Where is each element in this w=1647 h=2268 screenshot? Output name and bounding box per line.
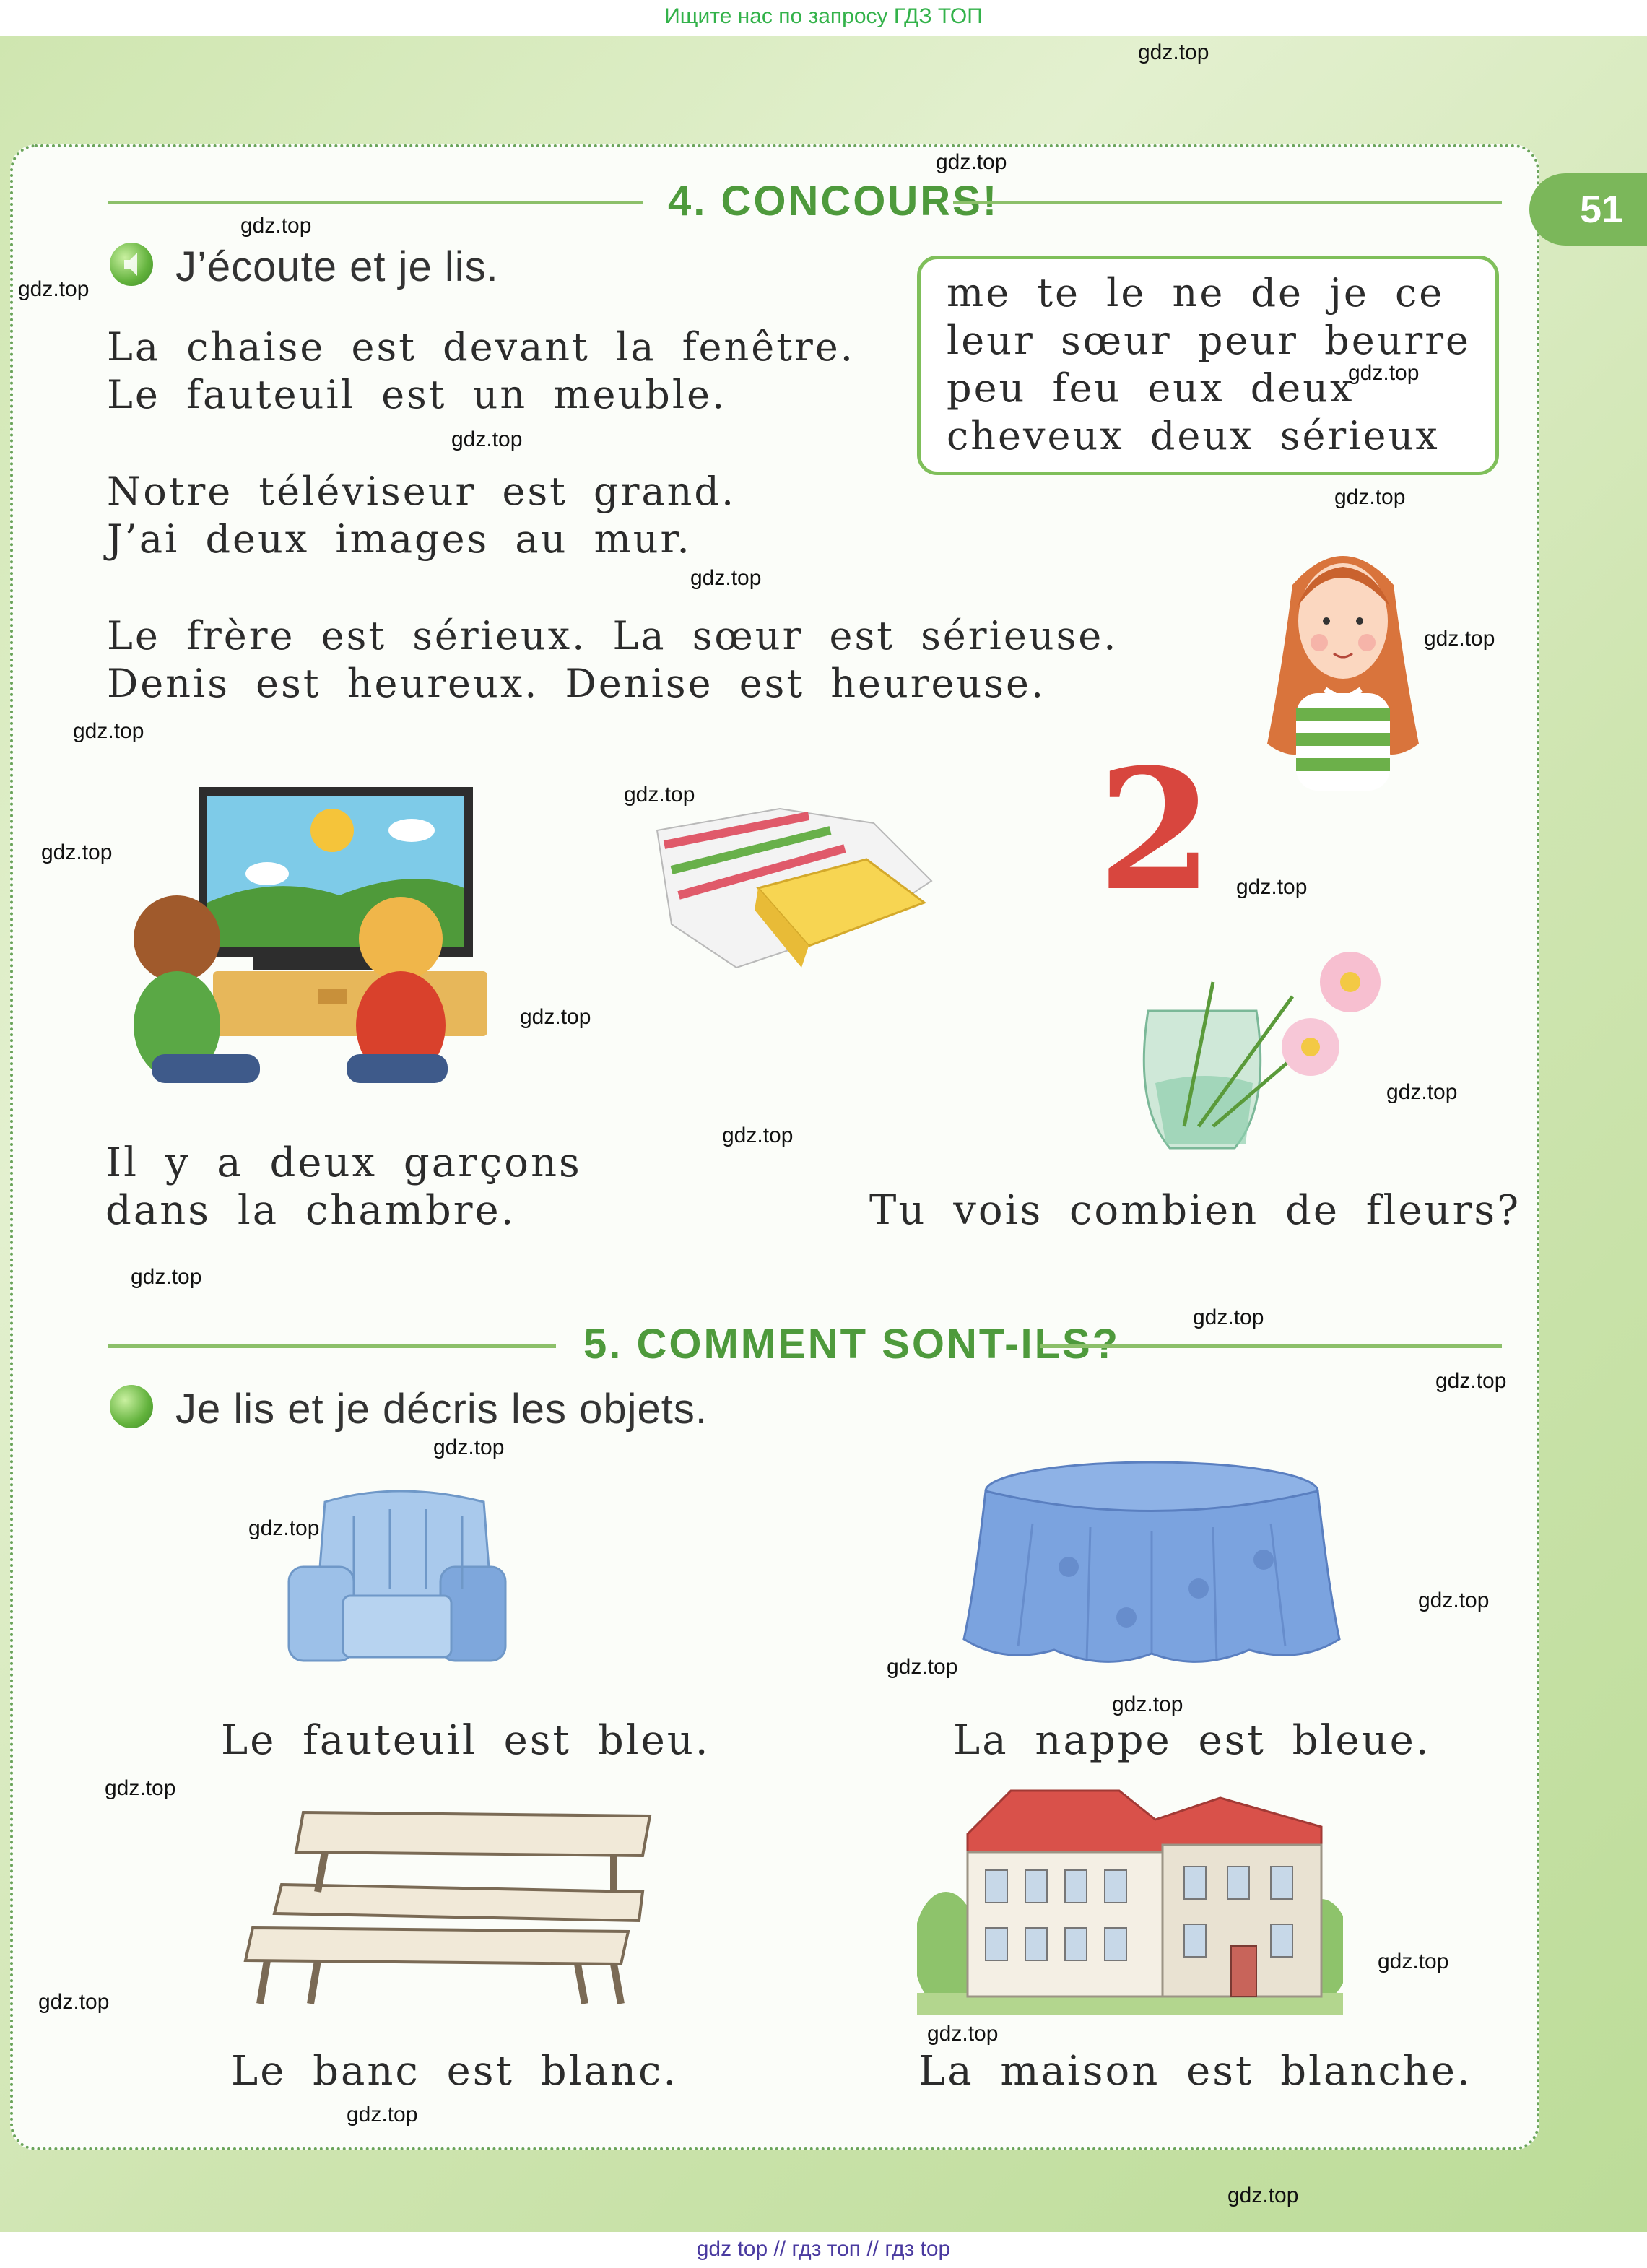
watermark: gdz.top [1227, 2184, 1299, 2207]
watermark: gdz.top [722, 1124, 794, 1147]
watermark: gdz.top [131, 1265, 202, 1289]
watermark: gdz.top [690, 566, 762, 590]
caption-left-line: dans la chambre. [105, 1187, 516, 1234]
watermark: gdz.top [38, 1990, 110, 2014]
watermark: gdz.top [927, 2022, 999, 2046]
reading-line: Denis est heureux. Denise est heureuse. [107, 661, 1046, 706]
watermark: gdz.top [1435, 1369, 1507, 1393]
watermark: gdz.top [1424, 627, 1495, 651]
watermark: gdz.top [936, 150, 1007, 174]
armchair-illustration [274, 1487, 520, 1668]
watermark: gdz.top [1334, 485, 1406, 509]
bottom-banner[interactable]: gdz top // гдз топ // гдз top [0, 2232, 1647, 2268]
watermark: gdz.top [1378, 1950, 1449, 1973]
word-box-line: leur sœur peur beurre [947, 318, 1472, 363]
section5-title: 5. COMMENT SONT-ILS? [583, 1321, 1121, 1368]
watermark: gdz.top [18, 277, 90, 301]
section4-title: 4. CONCOURS! [668, 178, 999, 225]
word-box-line: cheveux deux sérieux [947, 413, 1440, 459]
watermark: gdz.top [1193, 1305, 1264, 1329]
watermark: gdz.top [248, 1516, 320, 1540]
caption-tablecloth: La nappe est bleue. [953, 1717, 1431, 1764]
watermark: gdz.top [105, 1776, 176, 1800]
green-ball-icon [110, 1385, 153, 1428]
section4-instruction: J’écoute et je lis. [175, 243, 499, 290]
watermark: gdz.top [240, 214, 312, 238]
reading-line: Notre téléviseur est grand. [107, 469, 736, 514]
watermark: gdz.top [887, 1655, 958, 1679]
heading-rule-left [108, 1344, 556, 1348]
number-two-image: 2 [1098, 733, 1214, 928]
caption-armchair: Le fauteuil est bleu. [221, 1717, 710, 1764]
girl-illustration [1253, 527, 1433, 791]
tablecloth-illustration [960, 1459, 1343, 1675]
heading-rule-right [1040, 1344, 1502, 1348]
watermark: gdz.top [624, 783, 695, 807]
word-box-line: me te le ne de je ce [947, 270, 1445, 316]
reading-line: J’ai deux images au mur. [107, 516, 692, 562]
page-number: 51 [1529, 173, 1647, 246]
heading-rule-right [953, 201, 1502, 204]
house-illustration [917, 1783, 1343, 2015]
caption-bench: Le banc est blanc. [231, 2048, 679, 2095]
reading-line: La chaise est devant la fenêtre. [107, 324, 855, 370]
watermark: gdz.top [1236, 875, 1308, 899]
watermark: gdz.top [73, 719, 144, 743]
section5-instruction: Je lis et je décris les objets. [175, 1386, 708, 1433]
watermark: gdz.top [1348, 361, 1420, 385]
watermark: gdz.top [347, 2103, 418, 2126]
reading-line: Le frère est sérieux. La sœur est sérieuse. [107, 613, 1118, 659]
watermark: gdz.top [1418, 1589, 1490, 1612]
watermark: gdz.top [1386, 1080, 1458, 1104]
butter-illustration [650, 801, 946, 989]
bench-illustration [238, 1805, 657, 2007]
watermark: gdz.top [520, 1005, 591, 1029]
top-banner[interactable]: Ищите нас по запросу ГДЗ ТОП [0, 0, 1647, 36]
speaker-icon[interactable] [110, 243, 153, 286]
tv-boys-illustration [108, 787, 498, 1090]
watermark: gdz.top [451, 427, 523, 451]
caption-left-line: Il y a deux garçons [105, 1139, 582, 1186]
vase-flowers-illustration [1126, 939, 1408, 1155]
watermark: gdz.top [1138, 40, 1209, 64]
caption-right: Tu vois combien de fleurs? [869, 1187, 1521, 1234]
heading-rule-left [108, 201, 643, 204]
watermark: gdz.top [1112, 1693, 1183, 1716]
watermark: gdz.top [433, 1435, 505, 1459]
watermark: gdz.top [41, 840, 113, 864]
word-box-line: peu feu eux deux [947, 365, 1355, 411]
caption-house: La maison est blanche. [918, 2048, 1472, 2095]
reading-line: Le fauteuil est un meuble. [107, 372, 727, 417]
